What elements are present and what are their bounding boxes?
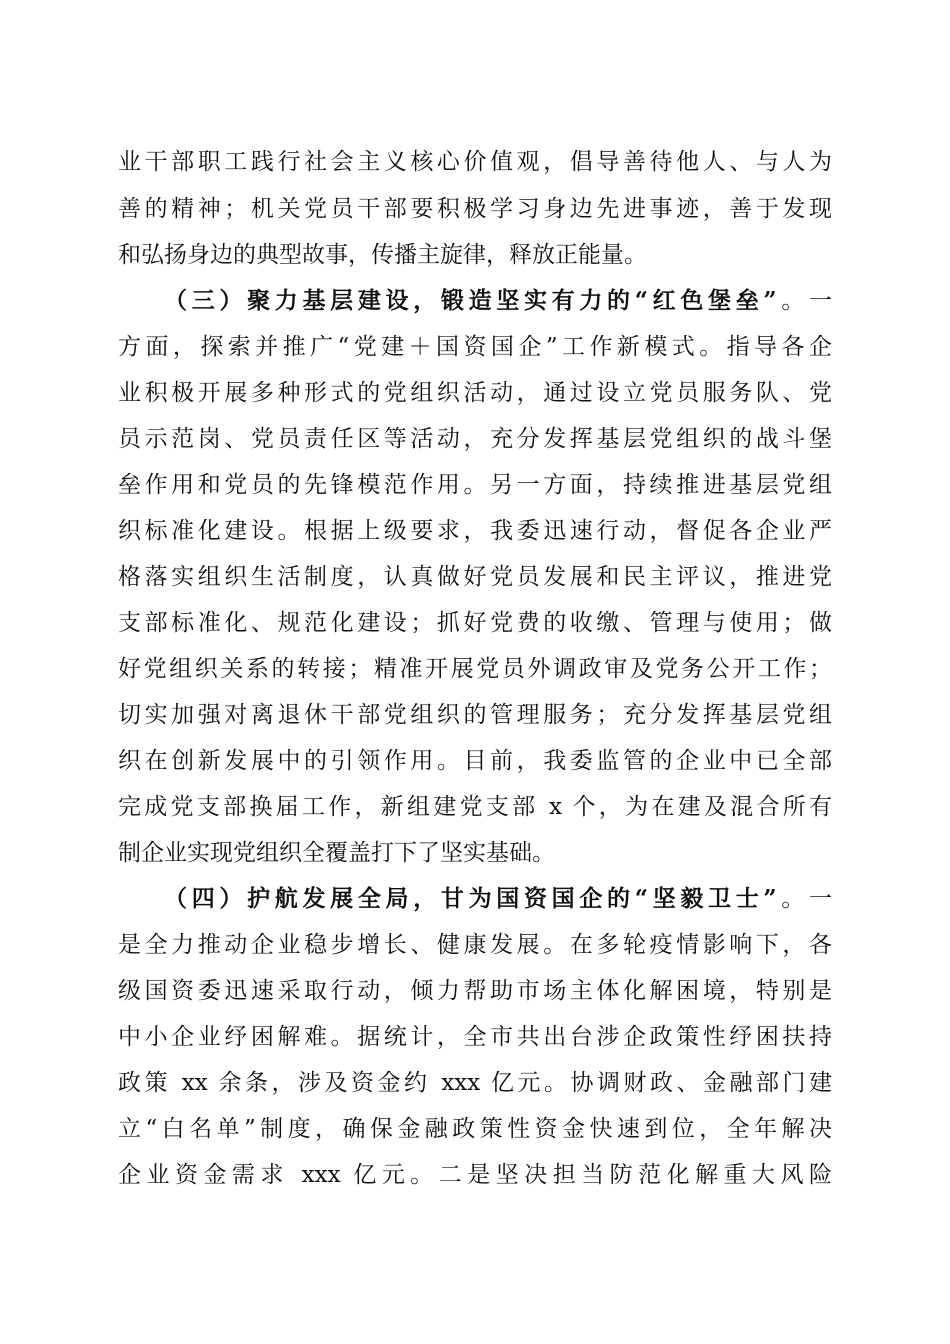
text-line: 业积极开展多种形式的党组织活动，通过设立党员服务队、党: [118, 380, 832, 406]
text-line: 员示范岗、党员责任区等活动，充分发挥基层党组织的战斗堡: [118, 426, 832, 452]
text-line: 方面，探索并推广“党建＋国资国企”工作新模式。指导各企: [118, 334, 832, 360]
section-3-heading: （三）聚力基层建设，锻造坚实有力的“红色堡垒”: [164, 287, 777, 314]
text-line: 立“白名单”制度，确保金融政策性资金快速到位，全年解决: [118, 1116, 832, 1142]
text-line: 切实加强对离退休干部党组织的管理服务；充分发挥基层党组: [118, 702, 832, 728]
section-4-heading: （四）护航发展全局，甘为国资国企的“坚毅卫士”: [164, 885, 777, 912]
section-4-heading-line: [164, 883, 832, 915]
text-line: 中小企业纾困解难。据统计，全市共出台涉企政策性纾困扶持: [118, 1024, 832, 1050]
text-line: 企业资金需求 xxx 亿元。二是坚决担当防范化解重大风险: [118, 1162, 832, 1188]
text-line: 织标准化建设。根据上级要求，我委迅速行动，督促各企业严: [118, 518, 832, 544]
text-line: 完成党支部换届工作，新组建党支部 x 个，为在建及混合所有: [118, 794, 832, 820]
section-4-heading-tail: 。一: [776, 886, 833, 912]
text-line: 级国资委迅速采取行动，倾力帮助市场主体化解困境，特别是: [118, 978, 832, 1004]
text-line: 制企业实现党组织全覆盖打下了坚实基础。: [118, 840, 555, 866]
section-3-heading-tail: 。一: [776, 288, 833, 314]
text-line: 织在创新发展中的引领作用。目前，我委监管的企业中已全部: [118, 748, 832, 774]
text-line: 支部标准化、规范化建设；抓好党费的收缴、管理与使用；做: [118, 610, 832, 636]
text-line: 格落实组织生活制度，认真做好党员发展和民主评议，推进党: [118, 564, 832, 590]
text-line: 垒作用和党员的先锋模范作用。另一方面，持续推进基层党组: [118, 472, 832, 498]
text-line: 和弘扬身边的典型故事，传播主旋律，释放正能量。: [118, 242, 647, 268]
section-3-heading-line: [164, 285, 832, 317]
text-line: 好党组织关系的转接；精准开展党员外调政审及党务公开工作；: [118, 656, 832, 682]
text-line: 业干部职工践行社会主义核心价值观，倡导善待他人、与人为: [118, 149, 832, 175]
text-line: 政策 xx 余条，涉及资金约 xxx 亿元。协调财政、金融部门建: [118, 1070, 832, 1096]
text-line: 是全力推动企业稳步增长、健康发展。在多轮疫情影响下，各: [118, 932, 832, 958]
text-line: 善的精神；机关党员干部要积极学习身边先进事迹，善于发现: [118, 196, 832, 222]
